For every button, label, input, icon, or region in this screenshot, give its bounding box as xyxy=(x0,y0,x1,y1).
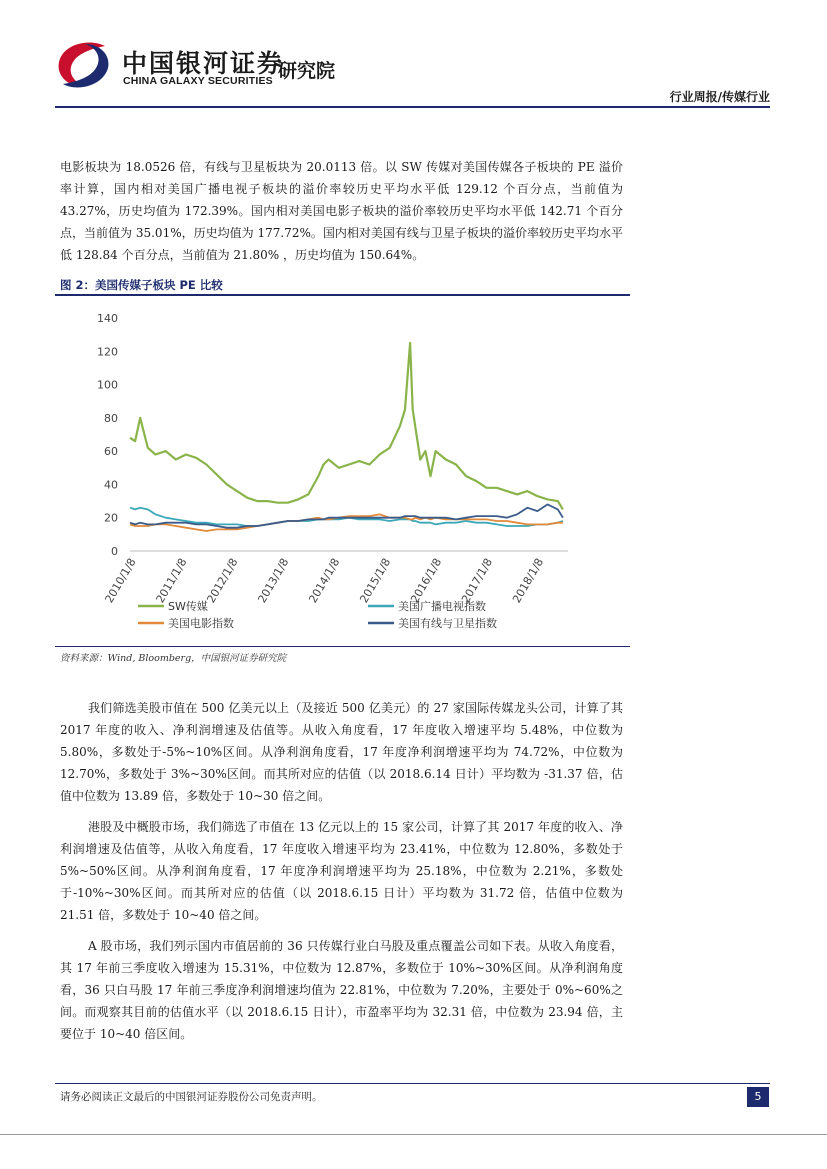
figure-title: 图 2：美国传媒子板块 PE 比较 xyxy=(60,278,223,292)
y-tick-label: 140 xyxy=(97,312,118,325)
x-tick-label: 2014/1/8 xyxy=(306,556,343,606)
legend-label: SW传媒 xyxy=(168,600,208,613)
paragraph-pe-premium: 电影板块为 18.0526 倍，有线与卫星板块为 20.0113 倍。以 SW 传媒对美国传媒各子板块的 PE 溢价率计算，国内相对美国广播电视子板块的溢价率较历史平均水平低 129.12 个百分点，当前值为 43.27%，历史均值为 172.39%。国内相对美国电影子板块的溢价率较历史平均水平低 142.71 个百分点，当前值为 35.01%，历史均值为 177.72%。国内相对美国有线与卫星子板块的溢价率较历史平均水平低 128.84 个百分点，当前值为 21.80% ，历史均值为 150.64%。 xyxy=(60,160,623,262)
paragraph-us-stocks: 我们筛选美股市值在 500 亿美元以上（及接近 500 亿美元）的 27 家国际传媒龙头公司，计算了其 2017 年度的收入、净利润增速及估值等。从收入角度看，17 年度收入增速平均 5.48%，中位数为 5.80%，多数处于-5%~10%区间。从净利润角度看，17 年度净利润增速平均为 74.72%，中位数为 12.70%，多数处于 3%~30%区间。而其所对应的估值（以 2018.6.14 日计）平均数为 -31.37 倍，估值中位数为 13.89 倍，多数处于 10~30 倍之间。 xyxy=(60,701,623,803)
paragraph-a-shares: A 股市场，我们列示国内市值居前的 36 只传媒行业白马股及重点覆盖公司如下表。从收入角度看，其 17 年前三季度收入增速为 15.31%，中位数为 12.87%，多数位于 10%~30%区间。从净利润角度看，36 只白马股 17 年前三季度净利润增速均值为 22.81%，中位数为 7.20%，主要处于 0%~60%之间。而观察其目前的估值水平（以 2018.6.15 日计），市盈率平均为 32.31 倍，中位数为 23.94 倍，主要位于 10~40 倍区间。 xyxy=(60,939,623,1041)
page-bottom-line xyxy=(0,1134,827,1135)
y-tick-label: 40 xyxy=(104,478,118,492)
brand-name-en: CHINA GALAXY SECURITIES xyxy=(123,75,273,87)
header-divider xyxy=(55,106,770,108)
x-tick-label: 2012/1/8 xyxy=(204,556,241,606)
x-tick-label: 2015/1/8 xyxy=(357,556,394,606)
x-tick-label: 2011/1/8 xyxy=(153,556,190,606)
y-tick-label: 0 xyxy=(111,545,118,558)
y-tick-label: 100 xyxy=(97,378,118,392)
paragraph-hk-stocks: 港股及中概股市场，我们筛选了市值在 13 亿元以上的 15 家公司，计算了其 2017 年度的收入、净利润增速及估值等，从收入角度看，17 年度收入增速平均为 23.41%，中位数为 12.80%，多数处于 5%~50%区间。从净利润角度看，17 年度净利润增速平均为 25.18%，中位数为 2.21%，多数处于-10%~30%区间。而其所对应的估值（以 2018.6.15 日计）平均数为 31.72 倍，估值中位数为 21.51 倍，多数处于 10~40 倍之间。 xyxy=(60,820,623,922)
institute-label: 研究院 xyxy=(278,60,336,82)
x-tick-label: 2018/1/8 xyxy=(510,556,547,606)
figure-bottom-rule xyxy=(55,646,630,647)
figure-top-rule xyxy=(55,294,630,296)
legend-label: 美国广播电视指数 xyxy=(398,600,486,613)
y-tick-label: 120 xyxy=(97,345,118,359)
x-tick-label: 2013/1/8 xyxy=(255,556,292,606)
series-line-0 xyxy=(130,343,563,509)
figure-source: 资料来源：Wind, Bloomberg，中国银河证券研究院 xyxy=(60,653,287,664)
legend-label: 美国电影指数 xyxy=(168,617,234,630)
footer-disclaimer: 请务必阅读正文最后的中国银河证券股份公司免责声明。 xyxy=(60,1091,323,1103)
x-tick-label: 2010/1/8 xyxy=(102,556,139,606)
x-tick-label: 2016/1/8 xyxy=(408,556,445,606)
company-logo xyxy=(55,40,111,90)
report-category: 行业周报/传媒行业 xyxy=(669,90,770,104)
y-tick-label: 60 xyxy=(104,445,118,459)
footer-divider xyxy=(55,1083,770,1084)
legend-label: 美国有线与卫星指数 xyxy=(398,617,497,630)
pe-line-chart xyxy=(60,306,580,636)
page-number: 5 xyxy=(747,1087,769,1107)
x-tick-label: 2017/1/8 xyxy=(459,556,496,606)
brand-name-cn: 中国银河证券 xyxy=(122,49,285,78)
y-tick-label: 80 xyxy=(104,411,118,425)
y-tick-label: 20 xyxy=(104,511,118,525)
